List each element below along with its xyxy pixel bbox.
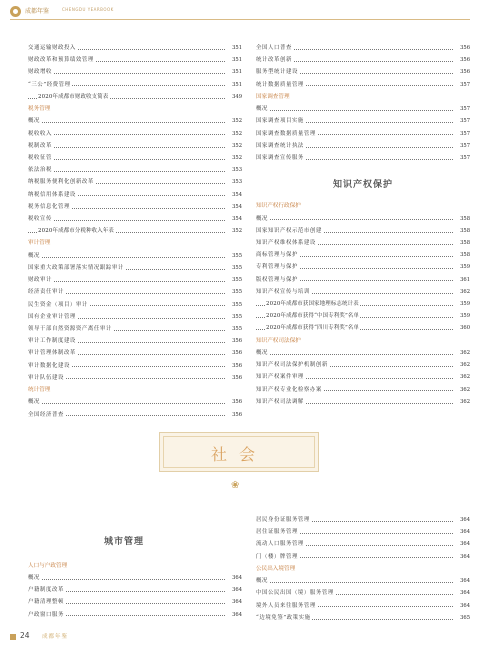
toc-entry[interactable]: [28, 596, 242, 608]
toc-entry-title: 国家调查统计执法: [256, 142, 304, 149]
toc-entry[interactable]: [28, 299, 242, 311]
toc-entry-page: 357: [459, 128, 470, 140]
toc-part-title: 知识产权保护: [332, 180, 393, 191]
toc-entry[interactable]: [256, 575, 470, 587]
toc-entry-title: 纳税信用体系建设: [28, 191, 76, 198]
toc-entry-page: 352: [231, 115, 242, 127]
toc-entry-page: 365: [459, 612, 470, 624]
header-book-title: 成都年鉴: [25, 8, 50, 15]
toc-leader-dots: [28, 171, 225, 172]
toc-leader-dots: [256, 219, 453, 220]
toc-entry[interactable]: [256, 612, 470, 624]
toc-entry[interactable]: [28, 213, 242, 225]
chapter-title: 社会: [210, 445, 267, 464]
toc-entry-title: 民生资金（项目）审计: [28, 301, 88, 308]
toc-entry-page: 353: [231, 176, 242, 188]
toc-entry[interactable]: [28, 128, 242, 140]
toc-entry-title: 知识产权专业化检察办案: [256, 386, 322, 393]
toc-entry-title: “三公”经费管理: [28, 81, 71, 88]
toc-section-heading: 统计管理: [28, 386, 51, 393]
toc-entry-title: 居住证服务管理: [256, 529, 298, 536]
toc-entry-title: 概况: [256, 106, 268, 113]
toc-entry[interactable]: [28, 189, 242, 201]
toc-entry-page: 354: [231, 213, 242, 225]
toc-entry-title: 国有企业审计管理: [28, 313, 76, 320]
toc-entry-title: 国家知识产权示范市创建: [256, 227, 322, 234]
toc-entry-page: 349: [231, 91, 242, 103]
toc-right-column-top: [256, 42, 470, 408]
toc-left-column-top: [28, 42, 242, 421]
toc-entry-page: 351: [231, 66, 242, 78]
toc-entry-title: 审计管理体制改革: [28, 350, 76, 357]
toc-entry-page: 357: [459, 79, 470, 91]
toc-entry[interactable]: [28, 250, 242, 262]
toc-entry-title: 审计队伍建设: [28, 374, 64, 381]
toc-entry-title: 领导干部自然资源资产离任审计: [28, 325, 112, 332]
toc-entry-title: 统计数据质量管理: [256, 81, 304, 88]
toc-entry-title: 门（楼）牌管理: [256, 553, 298, 560]
toc-entry-title: 概况: [256, 578, 268, 585]
toc-entry-title: 审计工作制度建设: [28, 338, 76, 345]
toc-entry[interactable]: [256, 115, 470, 127]
toc-entry-title: 居民身份证服务管理: [256, 517, 310, 523]
toc-entry-page: 356: [231, 360, 242, 372]
toc-entry[interactable]: [28, 201, 242, 213]
toc-entry[interactable]: [28, 152, 242, 164]
toc-entry-title: 服务型统计建设: [256, 69, 298, 76]
toc-entry-page: 352: [231, 152, 242, 164]
toc-entry[interactable]: [256, 538, 470, 550]
header-book-title-en: CHENGDU YEARBOOK: [62, 7, 114, 12]
toc-entry[interactable]: [28, 572, 242, 584]
toc-entry[interactable]: [256, 551, 470, 563]
toc-table-entry[interactable]: [256, 310, 470, 322]
toc-entry-title: 户政窗口服务: [28, 611, 64, 618]
toc-section-heading: 国家调查管理: [256, 93, 290, 100]
toc-entry-page: 352: [231, 140, 242, 152]
toc-entry-page: 355: [231, 250, 242, 262]
toc-entry-page: 359: [459, 298, 470, 310]
toc-entry-title: 财政改革和预算绩效管理: [28, 57, 94, 64]
toc-entry-title: 税收收入: [28, 130, 52, 137]
toc-entry[interactable]: [256, 587, 470, 599]
toc-leader-dots: [28, 281, 225, 282]
toc-entry-page: 355: [231, 274, 242, 286]
toc-entry-page: 355: [231, 323, 242, 335]
toc-entry-title: “边境免签”政策实施: [256, 614, 311, 621]
toc-entry-page: 356: [231, 409, 242, 421]
toc-entry-page: 359: [459, 261, 470, 273]
toc-entry-page: 354: [231, 201, 242, 213]
toc-entry-title: 商标管理与保护: [256, 252, 298, 259]
toc-entry-title: 版权管理与保护: [256, 276, 298, 283]
subsection-population-household: 人口与户政管理: [28, 563, 68, 569]
toc-entry-title: 概况: [256, 215, 268, 222]
toc-entry-page: 356: [459, 66, 470, 78]
toc-entry[interactable]: [256, 225, 470, 237]
page-number: 24: [20, 631, 30, 640]
toc-entry-title: 知识产权维权体系建设: [256, 240, 316, 247]
toc-table-entry[interactable]: [28, 91, 242, 103]
toc-entry-title: 知识产权司法保护机制创新: [256, 362, 328, 369]
section-title-city-management: 城市管理: [104, 537, 145, 547]
toc-leader-dots: [28, 220, 225, 221]
toc-entry-title: 境外人员来往服务管理: [256, 602, 316, 609]
toc-entry[interactable]: [256, 128, 470, 140]
toc-entry-title: 经济责任审计: [28, 289, 64, 296]
toc-entry-page: 362: [459, 384, 470, 396]
toc-entry-title: 2020年成都市获得“四川专利奖”名单: [266, 325, 360, 332]
toc-entry-page: 357: [459, 140, 470, 152]
toc-entry-title: 中国公民出国（境）服务管理: [256, 590, 334, 597]
toc-section-heading: 知识产权司法保护: [256, 337, 301, 344]
toc-entry[interactable]: [28, 396, 242, 408]
toc-entry-title: 知识产权司法调解: [256, 398, 304, 405]
toc-entry-title: 国家调查宣传服务: [256, 155, 304, 161]
toc-entry[interactable]: [256, 213, 470, 225]
toc-entry[interactable]: [256, 526, 470, 538]
toc-entry-page: 358: [459, 249, 470, 261]
toc-entry[interactable]: [28, 323, 242, 335]
toc-left-column-bottom: [28, 572, 242, 621]
toc-table-entry[interactable]: [256, 322, 470, 334]
toc-entry[interactable]: [28, 360, 242, 372]
toc-entry-page: 358: [459, 225, 470, 237]
page-footer: [10, 631, 310, 643]
toc-entry-page: 364: [231, 596, 242, 608]
toc-entry[interactable]: [256, 103, 470, 115]
toc-entry-page: 364: [459, 600, 470, 612]
toc-entry-page: 355: [231, 299, 242, 311]
toc-entry[interactable]: [256, 140, 470, 152]
toc-section-heading: 知识产权行政保护: [256, 203, 301, 210]
toc-entry[interactable]: [28, 79, 242, 91]
toc-leader-dots: [28, 122, 225, 123]
toc-entry-page: 352: [231, 128, 242, 140]
toc-entry[interactable]: [28, 262, 242, 274]
toc-entry[interactable]: [256, 514, 470, 526]
toc-entry-page: 351: [231, 79, 242, 91]
toc-table-entry[interactable]: [256, 298, 470, 310]
toc-entry-title: 纳税服务便利化创新改革: [28, 179, 94, 186]
footer-mark-icon: [10, 634, 16, 640]
toc-entry-page: 356: [459, 54, 470, 66]
yearbook-logo-icon: [10, 6, 21, 17]
toc-section-heading: 审计管理: [28, 240, 51, 247]
toc-entry-page: 353: [231, 164, 242, 176]
toc-entry-page: 364: [231, 584, 242, 596]
toc-entry[interactable]: [256, 42, 470, 54]
toc-leader-dots: [28, 579, 225, 580]
toc-leader-dots: [256, 354, 453, 355]
toc-entry[interactable]: [256, 249, 470, 261]
toc-leader-dots: [28, 257, 225, 258]
toc-entry-title: 专利管理与保护: [256, 264, 298, 271]
toc-entry-title: 2020年成都市获得“中国专利奖”名单: [266, 313, 360, 320]
toc-entry[interactable]: [256, 600, 470, 612]
toc-entry-title: 财政审计: [28, 277, 52, 284]
toc-entry[interactable]: [28, 140, 242, 152]
toc-entry-page: 357: [459, 115, 470, 127]
toc-entry-title: 审计数据化建设: [28, 362, 70, 369]
toc-entry-page: 358: [459, 213, 470, 225]
toc-entry[interactable]: [28, 347, 242, 359]
toc-entry-page: 356: [231, 396, 242, 408]
toc-entry-page: 355: [231, 286, 242, 298]
toc-entry[interactable]: [256, 54, 470, 66]
toc-entry-page: 364: [231, 609, 242, 621]
toc-entry-page: 357: [459, 103, 470, 115]
toc-entry-page: 357: [459, 152, 470, 164]
toc-entry-page: 354: [231, 189, 242, 201]
toc-entry-title: 依法治税: [28, 167, 52, 174]
toc-entry[interactable]: [256, 347, 470, 359]
toc-entry[interactable]: [256, 274, 470, 286]
chapter-banner: [159, 432, 319, 472]
toc-entry-page: 364: [459, 514, 470, 526]
toc-entry-page: 355: [231, 262, 242, 274]
toc-entry[interactable]: [256, 371, 470, 383]
toc-entry-page: 362: [459, 396, 470, 408]
toc-entry-page: 352: [231, 225, 242, 237]
toc-entry[interactable]: [28, 311, 242, 323]
toc-entry-page: 364: [459, 551, 470, 563]
toc-entry[interactable]: [28, 584, 242, 596]
toc-entry-page: 360: [459, 322, 470, 334]
toc-entry-title: 概况: [256, 350, 268, 357]
toc-entry[interactable]: [28, 286, 242, 298]
toc-entry[interactable]: [28, 176, 242, 188]
toc-leader-dots: [28, 403, 225, 404]
toc-leader-dots: [28, 159, 225, 160]
toc-entry-page: 358: [459, 237, 470, 249]
toc-entry-title: 统计改革创新: [256, 57, 292, 64]
toc-entry-title: 知识产权宣传与培训: [256, 288, 310, 295]
toc-entry-title: 税务信息化管理: [28, 203, 70, 210]
toc-entry-page: 356: [231, 372, 242, 384]
toc-entry[interactable]: [28, 372, 242, 384]
toc-section-heading: 税务管理: [28, 105, 51, 112]
toc-entry-page: 361: [459, 274, 470, 286]
toc-entry[interactable]: [256, 359, 470, 371]
toc-entry-page: 356: [231, 335, 242, 347]
toc-entry-title: 户籍制度改革: [28, 587, 64, 594]
toc-entry[interactable]: [28, 164, 242, 176]
toc-entry-title: 2020年成都市获国家地理标志统计表: [266, 301, 359, 307]
toc-entry-page: 362: [459, 286, 470, 298]
toc-entry[interactable]: [28, 274, 242, 286]
ornament-icon: ❀: [231, 480, 240, 491]
header-rule: [10, 19, 470, 20]
toc-entry[interactable]: [256, 261, 470, 273]
toc-entry[interactable]: [28, 54, 242, 66]
toc-entry-title: 税收征管: [28, 155, 52, 161]
toc-leader-dots: [28, 134, 225, 135]
toc-right-column-bottom: [256, 514, 470, 624]
toc-entry-page: 364: [231, 572, 242, 584]
running-header: [10, 6, 470, 20]
toc-entry-page: 356: [231, 347, 242, 359]
toc-entry-page: 362: [459, 371, 470, 383]
toc-entry-page: 362: [459, 347, 470, 359]
toc-entry[interactable]: [256, 79, 470, 91]
toc-entry[interactable]: [256, 66, 470, 78]
toc-entry-title: 2020年成都市分税种收入年表: [38, 228, 115, 235]
toc-entry-page: 359: [459, 310, 470, 322]
toc-entry-page: 364: [459, 538, 470, 550]
toc-entry-page: 364: [459, 526, 470, 538]
toc-entry-title: 概况: [28, 399, 40, 406]
toc-entry-title: 概况: [28, 118, 40, 125]
toc-entry-page: 355: [231, 311, 242, 323]
toc-leader-dots: [28, 73, 225, 74]
toc-entry-page: 362: [459, 359, 470, 371]
toc-entry-page: 364: [459, 587, 470, 599]
toc-entry-title: 交通运输财政投入: [28, 45, 76, 51]
toc-entry-title: 全国人口普查: [256, 45, 292, 51]
toc-entry-title: 全国经济普查: [28, 411, 64, 418]
toc-entry-title: 知识产权案件审理: [256, 374, 304, 381]
toc-entry-title: 国家调查数据质量管理: [256, 130, 316, 137]
toc-entry-title: 2020年成都市财政收支简表: [38, 93, 109, 100]
toc-entry-title: 流动人口服务管理: [256, 541, 304, 548]
toc-entry[interactable]: [256, 384, 470, 396]
toc-entry-page: 351: [231, 54, 242, 66]
toc-table-entry[interactable]: [28, 225, 242, 237]
toc-entry-title: 财政增收: [28, 69, 52, 76]
toc-entry-title: 国家重大政策部署落实情况跟踪审计: [28, 265, 124, 271]
toc-entry[interactable]: [28, 409, 242, 421]
toc-entry-title: 概况: [28, 575, 40, 581]
toc-entry-title: 户籍清理整顿: [28, 599, 64, 606]
toc-entry-title: 国家调查项目实施: [256, 118, 304, 125]
toc-entry-page: 356: [459, 42, 470, 54]
toc-entry[interactable]: [256, 152, 470, 164]
toc-entry[interactable]: [256, 396, 470, 408]
toc-entry[interactable]: [256, 286, 470, 298]
toc-entry-page: 351: [231, 42, 242, 54]
toc-entry-title: 税制改革: [28, 142, 52, 149]
toc-entry[interactable]: [28, 115, 242, 127]
toc-entry[interactable]: [28, 609, 242, 621]
toc-entry[interactable]: [256, 237, 470, 249]
toc-section-heading: 公民出入境管理: [256, 565, 296, 572]
toc-entry-title: 概况: [28, 252, 40, 259]
toc-entry[interactable]: [28, 335, 242, 347]
toc-entry[interactable]: [28, 42, 242, 54]
toc-leader-dots: [28, 147, 225, 148]
toc-leader-dots: [256, 582, 453, 583]
toc-entry-page: 364: [459, 575, 470, 587]
toc-entry[interactable]: [28, 66, 242, 78]
toc-leader-dots: [256, 110, 453, 111]
toc-entry-title: 税收宣传: [28, 215, 52, 222]
footer-book-name: 成都年鉴: [42, 634, 69, 640]
